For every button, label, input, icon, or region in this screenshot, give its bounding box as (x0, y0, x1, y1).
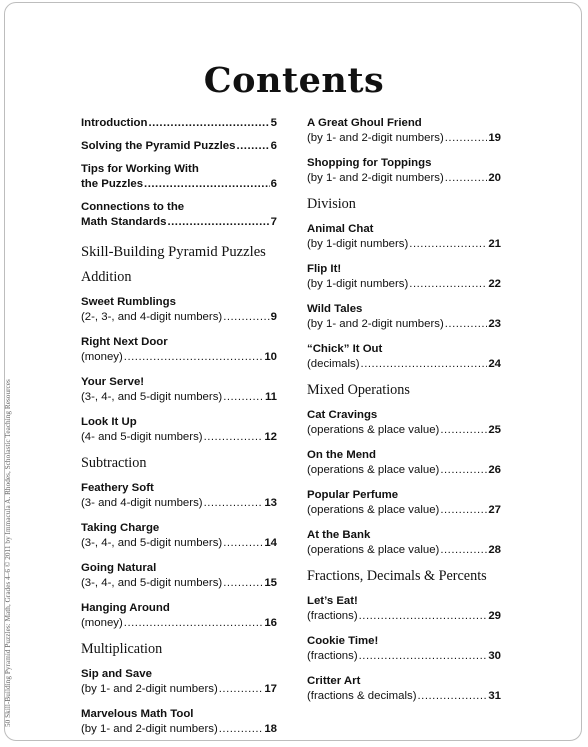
entry-detail: (fractions) (307, 650, 358, 662)
entry-detail: (3- and 4-digit numbers) (81, 497, 203, 509)
section-heading-multiplication: Multiplication (81, 641, 163, 657)
page-number: 25 (488, 424, 501, 436)
entry-detail: (fractions) (307, 610, 358, 622)
entry-detail: (by 1-digit numbers) (307, 238, 409, 250)
leader-dots (219, 722, 264, 737)
page-number: 5 (270, 117, 277, 129)
entry-title: Feathery Soft (81, 482, 154, 494)
entry-title: Going Natural (81, 562, 157, 574)
entry-detail: (3-, 4-, and 5-digit numbers) (81, 577, 223, 589)
toc-entry[interactable] (307, 302, 501, 332)
leader-dots (440, 463, 487, 478)
toc-entry[interactable] (307, 156, 501, 186)
copyright-credit: 50 Skill-Building Pyramid Puzzles: Math, Grades 4–6 © 2011 by Immacula A. Rhodes, Scholastic Teaching Resources (4, 379, 12, 727)
entry-title: Shopping for Toppings (307, 157, 432, 169)
leader-dots (445, 317, 488, 332)
leader-dots (359, 649, 488, 664)
toc-entry[interactable] (307, 116, 501, 146)
page-number: 21 (488, 238, 501, 250)
toc-entry-tips[interactable] (81, 162, 277, 192)
entry-title: Let’s Eat! (307, 595, 358, 607)
entry-detail: (operations & place value) (307, 504, 440, 516)
entry-title: Your Serve! (81, 376, 145, 388)
leader-dots (440, 543, 487, 558)
leader-dots (440, 503, 487, 518)
toc-entry[interactable] (307, 222, 501, 252)
toc-entry[interactable] (307, 488, 501, 518)
leader-dots (440, 423, 487, 438)
toc-entry[interactable] (81, 415, 277, 445)
entry-title: Wild Tales (307, 303, 363, 315)
entry-title: Animal Chat (307, 223, 374, 235)
leader-dots (148, 116, 269, 131)
page-number: 19 (488, 132, 501, 144)
toc-entry[interactable] (81, 375, 277, 405)
entry-title: Flip It! (307, 263, 342, 275)
page-number: 26 (488, 464, 501, 476)
section-heading-addition: Addition (81, 269, 132, 285)
toc-entry[interactable] (81, 707, 277, 737)
entry-title: Connections to the (81, 201, 185, 213)
page-number: 14 (264, 537, 277, 549)
page-number: 29 (488, 610, 501, 622)
entry-detail: (2-, 3-, and 4-digit numbers) (81, 311, 223, 323)
entry-title: Popular Perfume (307, 489, 399, 501)
entry-detail: (fractions & decimals) (307, 690, 417, 702)
leader-dots (223, 576, 263, 591)
entry-title: Sweet Rumblings (81, 296, 176, 308)
page-number: 10 (264, 351, 277, 363)
entry-detail: (by 1- and 2-digit numbers) (81, 723, 218, 735)
entry-detail: (by 1- and 2-digit numbers) (307, 318, 444, 330)
entry-detail: (money) (81, 351, 123, 363)
leader-dots (124, 616, 264, 631)
entry-detail: (operations & place value) (307, 424, 440, 436)
part-heading: Skill-Building Pyramid Puzzles (81, 244, 266, 260)
page-title: Contents (203, 60, 385, 101)
entry-title: Taking Charge (81, 522, 160, 534)
toc-entry[interactable] (307, 408, 501, 438)
entry-title: Sip and Save (81, 668, 152, 680)
entry-title-cont: Math Standards (81, 216, 167, 228)
leader-dots (124, 350, 264, 365)
entry-detail: (by 1-digit numbers) (307, 278, 409, 290)
entry-detail: (3-, 4-, and 5-digit numbers) (81, 537, 223, 549)
entry-detail: (operations & place value) (307, 544, 440, 556)
page-number: 24 (488, 358, 501, 370)
page-number: 30 (488, 650, 501, 662)
entry-title: Right Next Door (81, 336, 168, 348)
entry-detail: (decimals) (307, 358, 360, 370)
leader-dots (223, 536, 263, 551)
leader-dots (236, 139, 269, 154)
entry-title: A Great Ghoul Friend (307, 117, 422, 129)
page-number: 16 (264, 617, 277, 629)
entry-detail: (by 1- and 2-digit numbers) (307, 132, 444, 144)
toc-entry[interactable] (307, 634, 501, 664)
entry-detail: (4- and 5-digit numbers) (81, 431, 203, 443)
page-number: 11 (264, 391, 277, 403)
leader-dots (219, 682, 264, 697)
page-number: 22 (488, 278, 501, 290)
toc-entry[interactable] (307, 448, 501, 478)
entry-title: Cat Cravings (307, 409, 378, 421)
section-heading-fractions: Fractions, Decimals & Percents (307, 568, 487, 584)
entry-title: Critter Art (307, 675, 361, 687)
section-heading-subtraction: Subtraction (81, 455, 147, 471)
page-number: 12 (264, 431, 277, 443)
page-number: 13 (264, 497, 277, 509)
toc-left-column (81, 116, 277, 747)
page-number: 28 (488, 544, 501, 556)
page-number: 15 (264, 577, 277, 589)
toc-entry[interactable] (307, 528, 501, 558)
toc-entry-introduction[interactable] (81, 116, 277, 131)
leader-dots (418, 689, 488, 704)
leader-dots (204, 496, 264, 511)
leader-dots (204, 430, 264, 445)
page-number: 31 (488, 690, 501, 702)
toc-entry[interactable] (307, 594, 501, 624)
toc-entry[interactable] (81, 561, 277, 591)
entry-title: Marvelous Math Tool (81, 708, 194, 720)
page-number: 18 (264, 723, 277, 735)
entry-title: Introduction (81, 117, 148, 129)
toc-entry[interactable] (81, 601, 277, 631)
toc-entry[interactable] (81, 335, 277, 365)
entry-title: At the Bank (307, 529, 371, 541)
leader-dots (445, 131, 488, 146)
leader-dots (167, 215, 269, 230)
toc-entry-solving[interactable] (81, 139, 277, 154)
entry-title: Cookie Time! (307, 635, 379, 647)
entry-title: Look It Up (81, 416, 137, 428)
toc-entry[interactable] (307, 262, 501, 292)
entry-title: Solving the Pyramid Puzzles (81, 140, 236, 152)
page-number: 17 (264, 683, 277, 695)
entry-title: Tips for Working With (81, 163, 199, 175)
toc-entry[interactable] (81, 295, 277, 325)
entry-detail: (money) (81, 617, 123, 629)
entry-title-cont: the Puzzles (81, 178, 144, 190)
entry-title: Hanging Around (81, 602, 170, 614)
page-number: 23 (488, 318, 501, 330)
toc-entry[interactable] (81, 481, 277, 511)
leader-dots (361, 357, 488, 372)
entry-title: “Chick” It Out (307, 343, 383, 355)
page-number: 20 (488, 172, 501, 184)
leader-dots (409, 277, 487, 292)
page-number: 7 (270, 216, 277, 228)
leader-dots (445, 171, 488, 186)
page-number: 6 (270, 140, 277, 152)
toc-right-column (307, 116, 501, 714)
leader-dots (144, 177, 270, 192)
leader-dots (409, 237, 487, 252)
toc-entry[interactable] (307, 342, 501, 372)
entry-detail: (3-, 4-, and 5-digit numbers) (81, 391, 223, 403)
leader-dots (223, 310, 269, 325)
page-number: 27 (488, 504, 501, 516)
entry-detail: (operations & place value) (307, 464, 440, 476)
entry-detail: (by 1- and 2-digit numbers) (307, 172, 444, 184)
page-number: 9 (270, 311, 277, 323)
section-heading-division: Division (307, 196, 356, 212)
toc-entry[interactable] (307, 674, 501, 704)
toc-entry[interactable] (81, 667, 277, 697)
section-heading-mixed-operations: Mixed Operations (307, 382, 410, 398)
entry-detail: (by 1- and 2-digit numbers) (81, 683, 218, 695)
leader-dots (223, 390, 264, 405)
page-number: 6 (270, 178, 277, 190)
entry-title: On the Mend (307, 449, 376, 461)
toc-entry[interactable] (81, 521, 277, 551)
leader-dots (359, 609, 488, 624)
toc-entry-connections[interactable] (81, 200, 277, 230)
